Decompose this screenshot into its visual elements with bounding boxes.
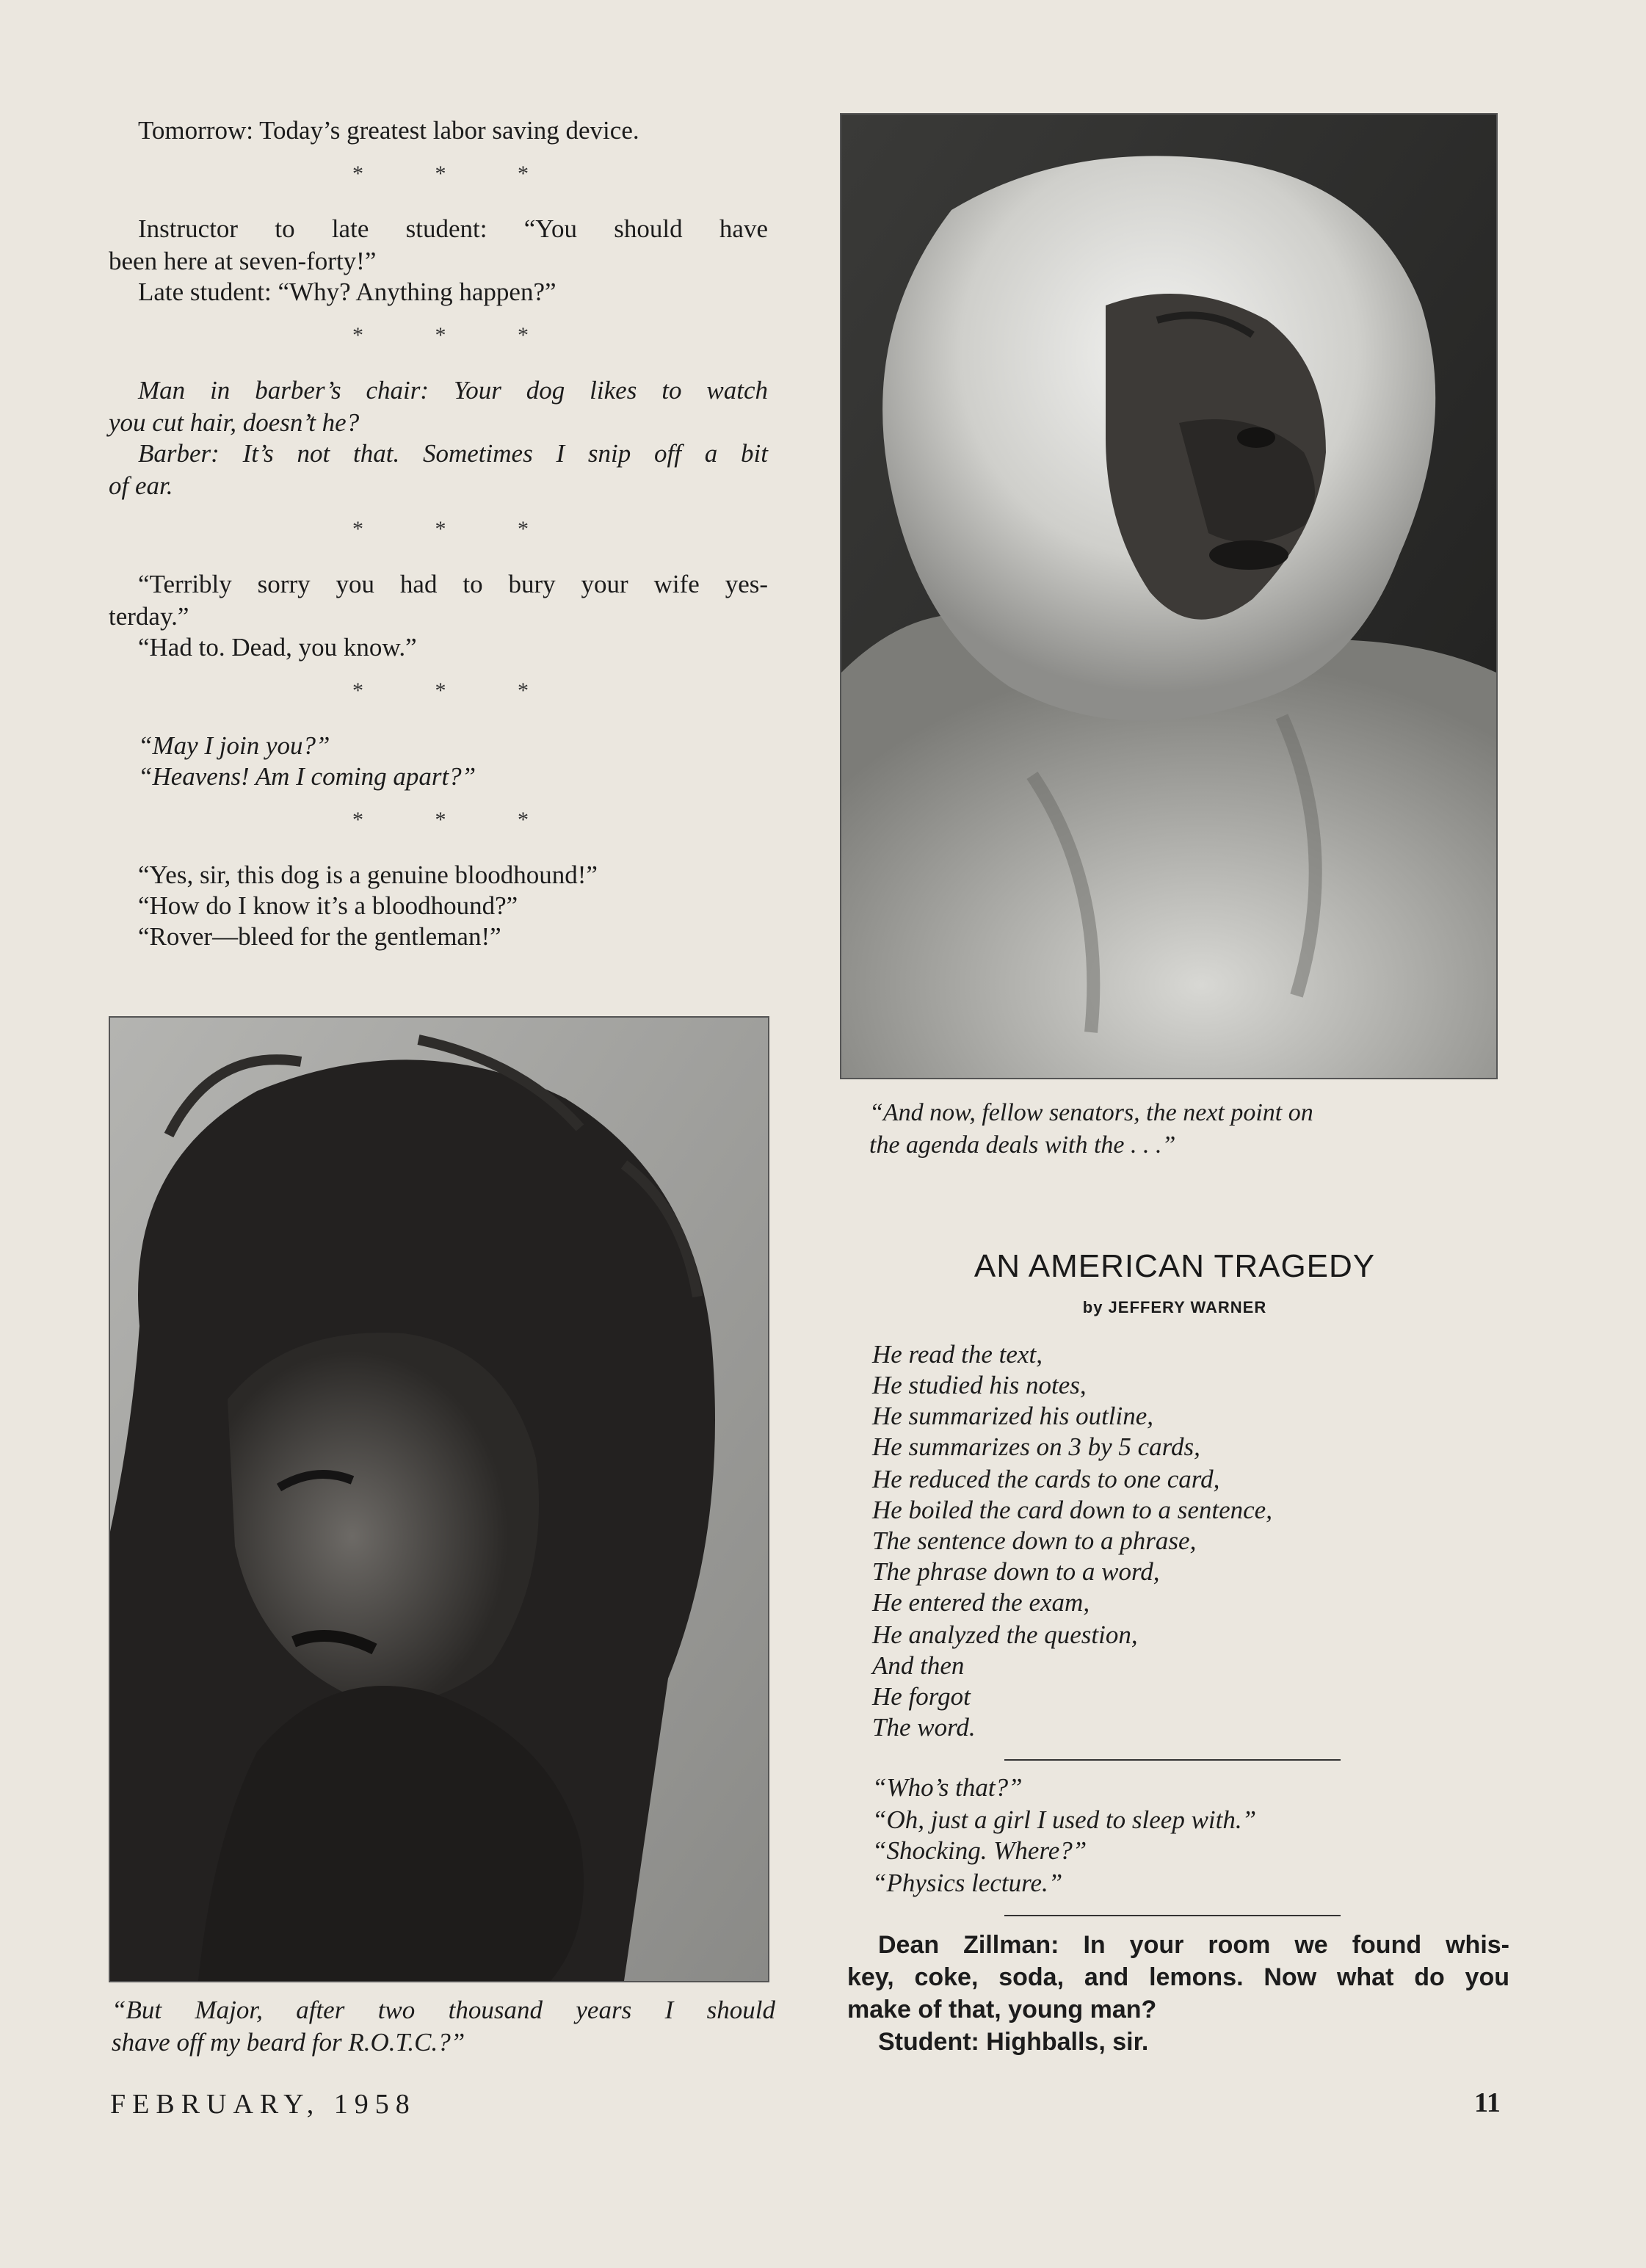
separator-stars: * * * xyxy=(352,162,529,186)
joke-join-line2: “Heavens! Am I coming apart?” xyxy=(138,762,476,791)
separator-stars: * * * xyxy=(352,808,529,832)
poem-line: The sentence down to a phrase, xyxy=(872,1526,1197,1555)
poem-line: He analyzed the question, xyxy=(872,1620,1138,1649)
bearded-caption-line1: “But Major, after two thousand years I should xyxy=(112,1996,775,2024)
bearded-man-photo xyxy=(109,1016,769,1982)
joke-instructor-line2: been here at seven-forty!” xyxy=(109,247,377,275)
baboon-image xyxy=(841,115,1496,1078)
joke-barber-line4: of ear. xyxy=(109,471,173,500)
poem-line: He boiled the card down to a sentence, xyxy=(872,1496,1272,1524)
page-number: 11 xyxy=(1474,2087,1501,2118)
poem-title: AN AMERICAN TRAGEDY xyxy=(974,1248,1376,1284)
poem-line: He forgot xyxy=(872,1682,971,1711)
dean-line: key, coke, soda, and lemons. Now what do you xyxy=(847,1963,1509,1991)
bearded-man-image xyxy=(110,1018,768,1981)
poem-line: He summarizes on 3 by 5 cards, xyxy=(872,1432,1200,1461)
dialogue-line: “Who’s that?” xyxy=(872,1773,1023,1802)
bearded-caption-line2: shave off my beard for R.O.T.C.?” xyxy=(112,2028,465,2057)
poem-line: He summarized his outline, xyxy=(872,1402,1154,1430)
dean-line: Dean Zillman: In your room we found whis- xyxy=(878,1931,1509,1959)
poem-line: He reduced the cards to one card, xyxy=(872,1465,1220,1493)
joke-barber-line1: Man in barber’s chair: Your dog likes to watch xyxy=(138,376,768,405)
poem-line: The word. xyxy=(872,1713,976,1742)
joke-wife-line2: terday.” xyxy=(109,602,189,631)
poem-line: And then xyxy=(872,1651,965,1680)
joke-instructor-line3: Late student: “Why? Anything happen?” xyxy=(138,278,556,306)
baboon-caption-line2: the agenda deals with the . . .” xyxy=(869,1131,1176,1159)
divider-rule xyxy=(1004,1915,1341,1916)
poem-byline: by JEFFERY WARNER xyxy=(1082,1298,1267,1316)
joke-barber-line2: you cut hair, doesn’t he? xyxy=(109,408,360,437)
joke-tomorrow: Tomorrow: Today’s greatest labor saving device. xyxy=(138,116,639,145)
joke-bloodhound-line2: “How do I know it’s a bloodhound?” xyxy=(138,891,518,920)
separator-stars: * * * xyxy=(352,678,529,703)
joke-wife-line1: “Terribly sorry you had to bury your wife yes- xyxy=(138,570,768,598)
dialogue-line: “Shocking. Where?” xyxy=(872,1836,1087,1865)
joke-instructor-line1: Instructor to late student: “You should have xyxy=(138,214,768,243)
baboon-photo xyxy=(840,113,1498,1079)
poem-line: The phrase down to a word, xyxy=(872,1557,1160,1586)
joke-bloodhound-line1: “Yes, sir, this dog is a genuine bloodhound!” xyxy=(138,861,598,889)
dialogue-line: “Physics lecture.” xyxy=(872,1869,1063,1897)
joke-wife-line3: “Had to. Dead, you know.” xyxy=(138,633,417,662)
poem-line: He read the text, xyxy=(872,1340,1043,1369)
separator-stars: * * * xyxy=(352,323,529,347)
poem-line: He studied his notes, xyxy=(872,1371,1087,1399)
dean-line: Student: Highballs, sir. xyxy=(878,2028,1149,2056)
baboon-caption-line1: “And now, fellow senators, the next point on xyxy=(869,1099,1313,1126)
dean-line: make of that, young man? xyxy=(847,1996,1157,2024)
poem-line: He entered the exam, xyxy=(872,1588,1090,1617)
joke-join-line1: “May I join you?” xyxy=(138,731,330,760)
joke-bloodhound-line3: “Rover—bleed for the gentleman!” xyxy=(138,922,501,951)
separator-stars: * * * xyxy=(352,517,529,541)
footer-date: FEBRUARY, 1958 xyxy=(110,2089,416,2120)
dialogue-line: “Oh, just a girl I used to sleep with.” xyxy=(872,1805,1257,1834)
divider-rule xyxy=(1004,1759,1341,1761)
joke-barber-line3: Barber: It’s not that. Sometimes I snip off a bit xyxy=(138,439,768,468)
